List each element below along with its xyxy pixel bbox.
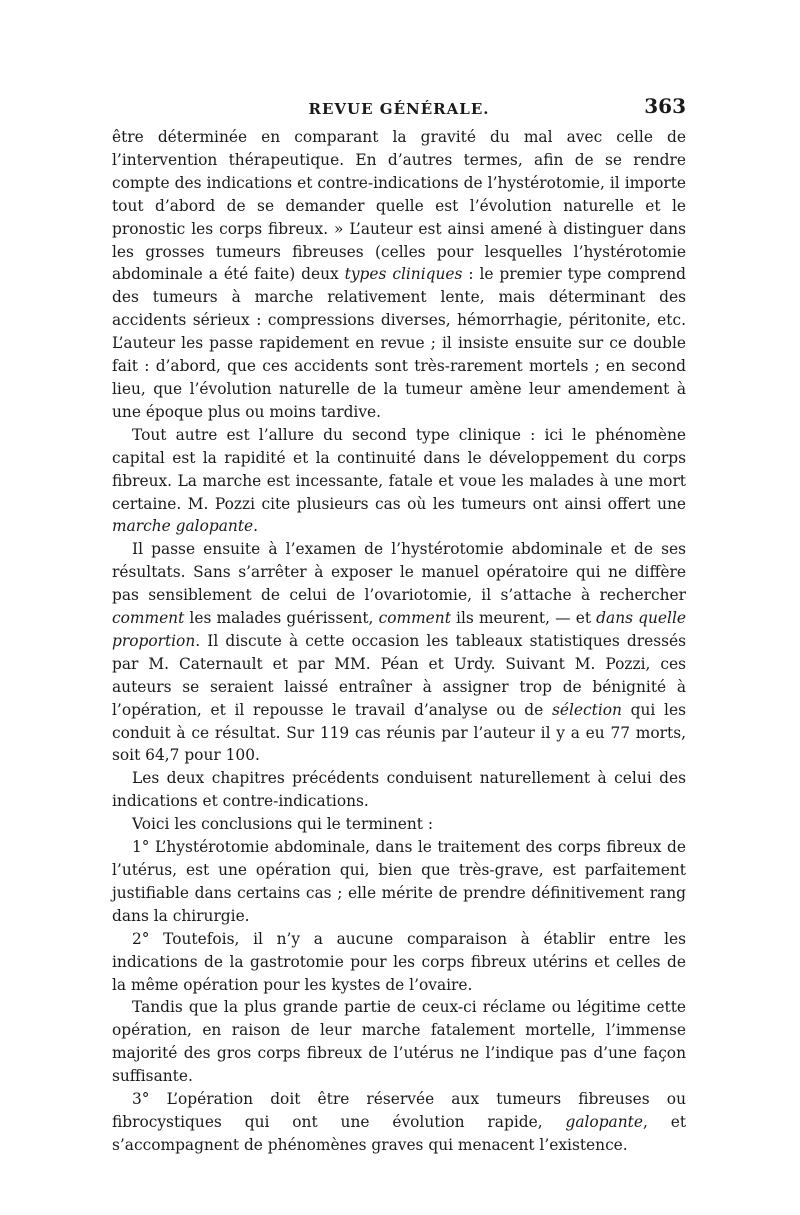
paragraph-5 (112, 813, 686, 836)
text-span: , et s’accompagnent de phénomènes graves qui menacent l’existence. (112, 1112, 687, 1154)
book-page (112, 94, 686, 1157)
text-span: . Il discute à cette occasion les tableaux statistiques dressés par M. Caternault et par MM. Péan et Urdy. Suivant M. Pozzi, ces auteurs se seraient laissé entraîner à assigner trop de bénignité à l’opération, et il repousse le travail d’analyse ou de (112, 631, 686, 719)
text-span: ils meurent, — et (450, 609, 597, 628)
text-span: Tout autre est l’allure du second type clinique : ici le phénomène capital est la rapidité et la continuité dans le développement du corps fibreux. La marche est incessante, fatale et voue les malades à une mort certaine. M. Pozzi cite plusieurs cas où les tumeurs ont ainsi offert une (112, 425, 686, 513)
text-span: : le premier type comprend des tumeurs à marche relativement lente, mais déterminant des accidents sérieux : compressions diverses, hémorrhagie, péritonite, etc. L’auteur les passe rapidement en revue ; il insiste ensuite sur ce double fait : d’abord, que ces accidents sont très-rarement mortels ; en second lieu, que l’évolution naturelle de la tumeur amène leur amendement à une époque plus ou moins tardive. (112, 265, 686, 421)
italic-span: dans quelle proportion (112, 609, 686, 650)
paragraph-8 (112, 996, 686, 1088)
text-span: 3° L’opération doit être réservée aux tumeurs fibreuses ou fibrocystiques qui ont une évolution rapide, (112, 1090, 686, 1131)
text-span: qui les conduit à ce résultat. Sur 119 cas réunis par l’auteur il y a eu 77 morts, soit 64,7 pour 100. (112, 700, 686, 765)
conclusion-3 (112, 1088, 686, 1157)
text-span: Il passe ensuite à l’examen de l’hystérotomie abdominale et de ses résultats. Sans s’arrêter à exposer le manuel opératoire qui ne diffère pas sensiblement de celui de l’ovariotomie, il s’attache à rechercher (112, 540, 686, 605)
paragraph-3 (112, 538, 686, 767)
text-span: 2° Toutefois, il n’y a aucune comparaison à établir entre les indications de la gastrotomie pour les corps fibreux utérins et celles de la même opération pour les kystes de l’ovaire. (112, 929, 686, 994)
italic-span: types cliniques (344, 265, 463, 284)
text-span: . (253, 517, 259, 536)
body-text (112, 126, 686, 1157)
text-span: les malades guérissent, (184, 609, 379, 628)
italic-span: sélection (551, 700, 622, 719)
italic-span: comment (112, 609, 185, 628)
italic-span: galopante (565, 1112, 643, 1131)
paragraph-2 (112, 424, 686, 539)
conclusion-1 (112, 836, 686, 928)
text-span: être déterminée en comparant la gravité du mal avec celle de l’intervention thérapeutique. En d’autres termes, afin de se rendre compte des indications et contre-indications de l’hystérotomie, il importe tout d’abord de se demander quelle est l’évolution naturelle et le pronostic les corps fibreux. » L’auteur est ainsi amené à distinguer dans les grosses tumeurs fibreuses (celles pour lesquelles l’hystérotomie abdominale a été faite) deux (112, 128, 686, 284)
paragraph-4 (112, 767, 686, 813)
text-span: Les deux chapitres précédents conduisent naturellement à celui des indications et contre-indications. (112, 769, 686, 811)
paragraph-1 (112, 126, 686, 424)
running-title: REVUE GÉNÉRALE. (308, 100, 490, 118)
text-span: Tandis que la plus grande partie de ceux-ci réclame ou légitime cette opération, en raison de leur marche fatalement mortelle, l’immense majorité des gros corps fibreux de l’utérus ne l’indique pas d’une façon suffisante. (112, 998, 686, 1086)
page-number: 363 (644, 94, 686, 118)
italic-span: comment (378, 609, 451, 628)
text-span: Voici les conclusions qui le terminent : (132, 815, 434, 834)
text-span: 1° L’hystérotomie abdominale, dans le traitement des corps fibreux de l’utérus, est une opération qui, bien que très-grave, est parfaitement justifiable dans certains cas ; elle mérite de prendre définitivement rang dans la chirurgie. (112, 838, 686, 925)
italic-span: marche galopante (112, 517, 254, 536)
conclusion-2 (112, 928, 686, 997)
running-header (112, 94, 686, 124)
